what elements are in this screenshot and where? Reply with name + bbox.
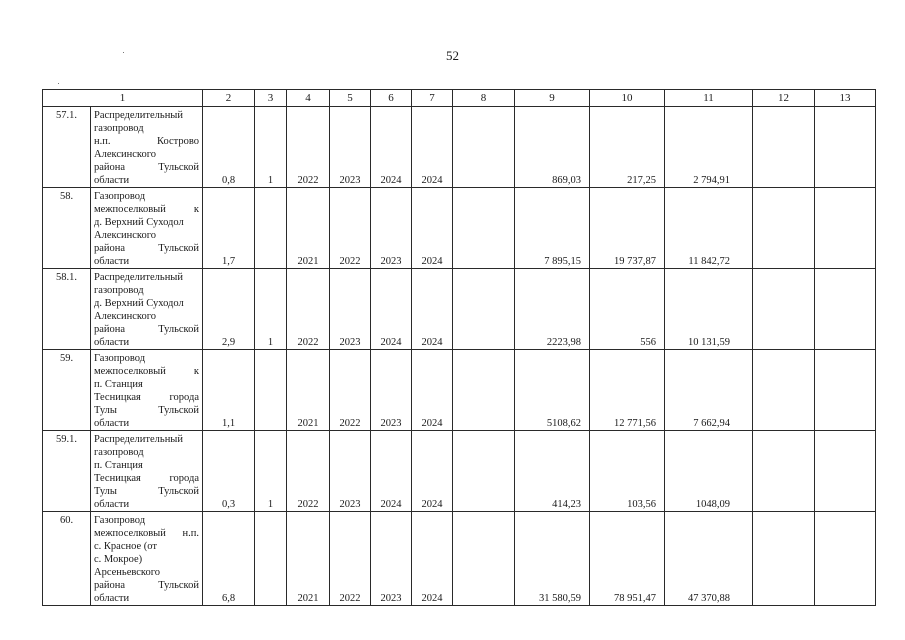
row-number-cell: 58. (43, 188, 91, 269)
column-13-cell (815, 269, 876, 350)
object-name-line: области (94, 418, 130, 429)
column-8-cell (453, 107, 515, 188)
year-cell: 2024 (412, 350, 453, 431)
amount-cell: 12 771,56 (590, 350, 665, 431)
amount-cell: 31 580,59 (515, 512, 590, 606)
year-cell: 2023 (371, 350, 412, 431)
object-name-line: п. Станция (94, 379, 143, 390)
column-header-7: 7 (412, 90, 453, 107)
column-12-cell (753, 188, 815, 269)
length-cell: 0,3 (203, 431, 255, 512)
object-name-line: Газопровод (94, 353, 146, 364)
table-header (43, 90, 876, 107)
column-12-cell (753, 512, 815, 606)
year-cell: 2023 (330, 431, 371, 512)
column-header-9: 9 (515, 90, 590, 107)
amount-cell: 217,25 (590, 107, 665, 188)
column-13-cell (815, 512, 876, 606)
column-13-cell (815, 350, 876, 431)
object-name-line: области (94, 593, 130, 604)
column-header-1: 1 (43, 90, 203, 107)
column-header-2: 2 (203, 90, 255, 107)
amount-cell: 19 737,87 (590, 188, 665, 269)
object-name-line: д. Верхний Суходол (94, 298, 184, 309)
column-8-cell (453, 431, 515, 512)
object-name-line: Тулы Тульской (94, 486, 199, 497)
column-13-cell (815, 431, 876, 512)
object-name-line: района Тульской (94, 243, 199, 254)
object-name-line: газопровод (94, 285, 144, 296)
row-number-cell: 59.1. (43, 431, 91, 512)
object-name-line: газопровод (94, 447, 144, 458)
column-8-cell (453, 188, 515, 269)
scan-speck (58, 83, 59, 84)
object-name-line: Тесницкая города (94, 473, 199, 484)
length-cell: 1,7 (203, 188, 255, 269)
object-name-line: района Тульской (94, 162, 199, 173)
stage-cell: 1 (255, 107, 287, 188)
table-row (43, 512, 876, 606)
year-cell: 2024 (371, 107, 412, 188)
object-name-line: Распределительный (94, 110, 183, 121)
year-cell: 2024 (371, 269, 412, 350)
year-cell: 2024 (412, 107, 453, 188)
row-number-cell: 60. (43, 512, 91, 606)
column-12-cell (753, 431, 815, 512)
amount-cell: 10 131,59 (665, 269, 753, 350)
amount-cell: 869,03 (515, 107, 590, 188)
amount-cell: 7 895,15 (515, 188, 590, 269)
amount-cell: 1048,09 (665, 431, 753, 512)
amount-cell: 103,56 (590, 431, 665, 512)
object-name-line: района Тульской (94, 324, 199, 335)
amount-cell: 5108,62 (515, 350, 590, 431)
column-12-cell (753, 107, 815, 188)
column-8-cell (453, 350, 515, 431)
row-number-cell: 58.1. (43, 269, 91, 350)
object-name-line: Арсеньевского (94, 567, 161, 578)
year-cell: 2022 (330, 512, 371, 606)
table-row (43, 107, 876, 188)
length-cell: 2,9 (203, 269, 255, 350)
amount-cell: 7 662,94 (665, 350, 753, 431)
object-name-cell (91, 350, 203, 431)
stage-cell (255, 350, 287, 431)
stage-cell (255, 512, 287, 606)
object-name-line: н.п. Кострово (94, 136, 199, 147)
object-name-line: Газопровод (94, 191, 146, 202)
scan-speck (123, 52, 124, 53)
table-row (43, 350, 876, 431)
length-cell: 6,8 (203, 512, 255, 606)
column-header-12: 12 (753, 90, 815, 107)
object-name-line: с. Мокрое) (94, 554, 143, 565)
table-body (43, 107, 876, 606)
column-8-cell (453, 269, 515, 350)
object-name-line: межпоселковый н.п. (94, 528, 199, 539)
row-number-cell: 57.1. (43, 107, 91, 188)
year-cell: 2023 (330, 269, 371, 350)
object-name-cell (91, 107, 203, 188)
object-name-line: газопровод (94, 123, 144, 134)
column-header-11: 11 (665, 90, 753, 107)
object-name-cell (91, 512, 203, 606)
year-cell: 2024 (412, 431, 453, 512)
object-name-line: Тесницкая города (94, 392, 199, 403)
column-header-6: 6 (371, 90, 412, 107)
object-name-line: межпоселковый к (94, 204, 199, 215)
stage-cell: 1 (255, 269, 287, 350)
object-name-line: Распределительный (94, 272, 183, 283)
year-cell: 2024 (371, 431, 412, 512)
amount-cell: 78 951,47 (590, 512, 665, 606)
amount-cell: 2 794,91 (665, 107, 753, 188)
column-header-10: 10 (590, 90, 665, 107)
object-name-cell (91, 431, 203, 512)
object-name-line: Алексинского (94, 149, 156, 160)
object-name-line: Алексинского (94, 311, 156, 322)
year-cell: 2024 (412, 269, 453, 350)
year-cell: 2023 (330, 107, 371, 188)
year-cell: 2023 (371, 188, 412, 269)
year-cell: 2021 (287, 188, 330, 269)
column-header-13: 13 (815, 90, 876, 107)
table-row (43, 188, 876, 269)
amount-cell: 556 (590, 269, 665, 350)
year-cell: 2022 (330, 350, 371, 431)
amount-cell: 11 842,72 (665, 188, 753, 269)
column-12-cell (753, 269, 815, 350)
object-name-line: области (94, 256, 130, 267)
column-header-3: 3 (255, 90, 287, 107)
object-name-line: области (94, 499, 130, 510)
row-number-cell: 59. (43, 350, 91, 431)
year-cell: 2024 (412, 512, 453, 606)
object-name-line: с. Красное (от (94, 541, 157, 552)
column-13-cell (815, 188, 876, 269)
year-cell: 2022 (287, 269, 330, 350)
year-cell: 2022 (287, 107, 330, 188)
object-name-line: Газопровод (94, 515, 146, 526)
amount-cell: 2223,98 (515, 269, 590, 350)
stage-cell: 1 (255, 431, 287, 512)
header-row (43, 90, 876, 107)
object-name-line: области (94, 337, 130, 348)
year-cell: 2022 (330, 188, 371, 269)
object-name-line: Распределительный (94, 434, 183, 445)
stage-cell (255, 188, 287, 269)
table-row (43, 269, 876, 350)
object-name-line: Алексинского (94, 230, 156, 241)
object-name-line: межпоселковый к (94, 366, 199, 377)
object-name-line: области (94, 175, 130, 186)
object-name-cell (91, 188, 203, 269)
amount-cell: 47 370,88 (665, 512, 753, 606)
year-cell: 2021 (287, 350, 330, 431)
object-name-line: д. Верхний Суходол (94, 217, 184, 228)
column-header-8: 8 (453, 90, 515, 107)
amount-cell: 414,23 (515, 431, 590, 512)
year-cell: 2022 (287, 431, 330, 512)
object-name-cell (91, 269, 203, 350)
year-cell: 2024 (412, 188, 453, 269)
length-cell: 0,8 (203, 107, 255, 188)
object-name-line: п. Станция (94, 460, 143, 471)
column-8-cell (453, 512, 515, 606)
object-name-line: Тулы Тульской (94, 405, 199, 416)
column-header-5: 5 (330, 90, 371, 107)
year-cell: 2023 (371, 512, 412, 606)
column-13-cell (815, 107, 876, 188)
page-number: 52 (446, 48, 459, 63)
data-table (42, 89, 876, 606)
length-cell: 1,1 (203, 350, 255, 431)
year-cell: 2021 (287, 512, 330, 606)
table-row (43, 431, 876, 512)
column-header-4: 4 (287, 90, 330, 107)
column-12-cell (753, 350, 815, 431)
object-name-line: района Тульской (94, 580, 199, 591)
